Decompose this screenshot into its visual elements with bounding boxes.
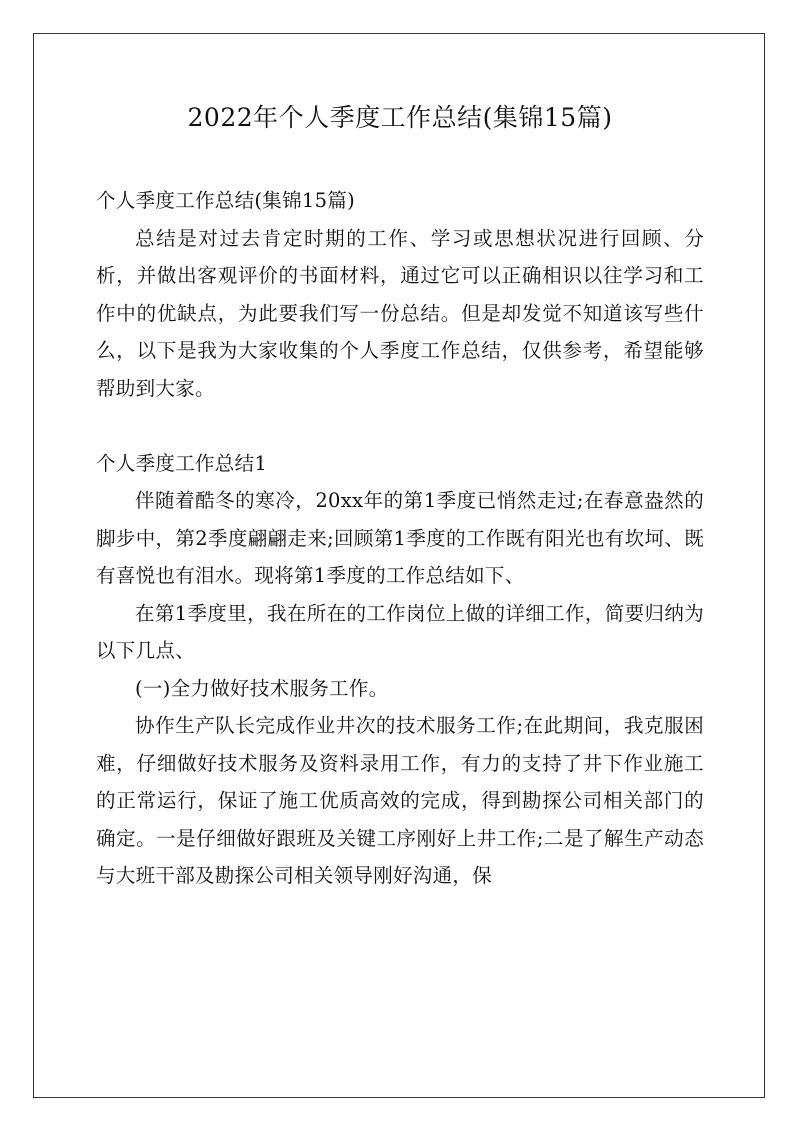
body-paragraph: 在第1季度里，我在所在的工作岗位上做的详细工作，简要归纳为以下几点、 xyxy=(96,601,704,662)
section-spacer xyxy=(96,407,704,445)
subtitle: 个人季度工作总结(集锦15篇) xyxy=(96,189,356,212)
list-heading: (一)全力做好技术服务工作。 xyxy=(135,676,389,700)
body-paragraph: 协作生产队长完成作业井次的技术服务工作;在此期间，我克服困难，仔细做好技术服务及资料录用工作，有力的支持了井下作业施工的正常运行，保证了施工优质高效的完成，得到勘探公司相关部门的确定。一是仔细做好跟班及关键工序刚好上井工作;二是了解生产动态与大班干部及勘探公司相关领导刚好沟通，保 xyxy=(96,714,704,887)
intro-paragraph: 总结是对过去肯定时期的工作、学习或思想状况进行回顾、分析，并做出客观评价的书面材料，通过它可以正确相识以往学习和工作中的优缺点，为此要我们写一份总结。但是却发觉不知道该写些什么，以下是我为大家收集的个人季度工作总结，仅供参考，希望能够帮助到大家。 xyxy=(96,226,704,400)
document-title: 2022年个人季度工作总结(集锦15篇) xyxy=(187,103,613,132)
body-paragraph: 伴随着酷冬的寒冷，20xx年的第1季度已悄然走过;在春意盎然的脚步中，第2季度翩翩走来;回顾第1季度的工作既有阳光也有坎坷、既有喜悦也有泪水。现将第1季度的工作总结如下、 xyxy=(96,489,704,587)
document-body xyxy=(96,182,704,895)
section-heading: 个人季度工作总结1 xyxy=(96,451,268,475)
